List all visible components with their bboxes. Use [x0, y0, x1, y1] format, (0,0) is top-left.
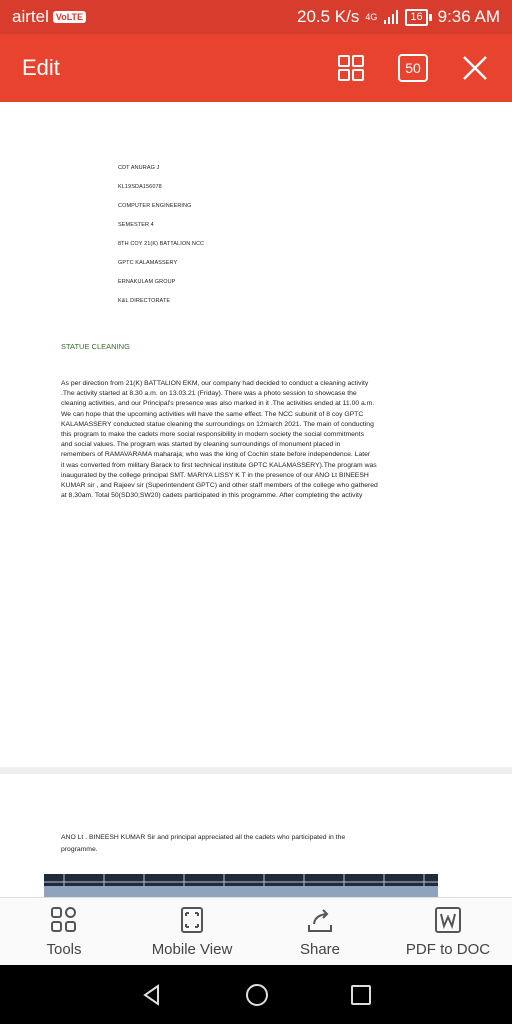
paragraph-line: cleaning activities, and our Principal's presence was also marked in it .The activities ended at 11.00 a.m.: [61, 400, 375, 408]
battery-icon: [405, 9, 431, 26]
paragraph-line: KALAMASSERY conducted statue cleaning the surroundings on 12march 2021. The main of conducting: [61, 420, 374, 428]
share-icon: [305, 905, 335, 935]
pdf-to-doc-label: PDF to DOC: [405, 941, 491, 958]
info-line: COMPUTER ENGINEERING: [118, 203, 192, 209]
page2-paragraph: [61, 832, 441, 856]
document-viewer[interactable]: [0, 102, 512, 897]
info-line: KL19SDA156078: [118, 184, 162, 190]
paragraph-line: and social values. The program was started by cleaning surroundings of monument placed in: [61, 441, 341, 449]
word-doc-icon: [433, 905, 463, 935]
mobile-view-label: Mobile View: [151, 941, 233, 958]
paragraph-line: KUMAR sir , and Rajeev sir (Superintendent GPTC) and other staff members of the college who gathered: [61, 482, 378, 490]
clock: 9:36 AM: [437, 7, 500, 26]
info-line: ERNAKULAM GROUP: [118, 279, 176, 285]
paragraph-line: remembers of RAMAVARAMA maharaja; who was the king of Cochin state before independence. Later: [61, 451, 371, 459]
paragraph-line: We can hope that the upcoming activities will have the same effect. The NCC subunit of 8 coy GPTC: [61, 410, 364, 418]
network-speed: 20.5 K/s: [296, 7, 360, 26]
back-icon[interactable]: [140, 983, 164, 1007]
share-label: Share: [299, 941, 341, 958]
carrier-name: airtel: [12, 7, 49, 26]
paragraph-line: programme.: [61, 846, 98, 853]
signal-icon: [383, 10, 399, 24]
mobile-view-icon: [177, 905, 207, 935]
app-bar: [0, 34, 512, 102]
paragraph-line: it was converted from military Barack to first technical institute GPTC KALAMASSERY).The program was: [61, 461, 377, 469]
grid-view-icon[interactable]: [336, 53, 366, 83]
mobile-view-tab[interactable]: [128, 898, 256, 965]
volte-badge: VoLTE: [53, 11, 86, 23]
paragraph-line: .The activity started at 8.30 a.m. on 13.03.21 (Friday). There was a photo session to showcase the: [61, 390, 357, 398]
info-line: SEMESTER 4: [118, 222, 154, 228]
body-paragraph: [61, 379, 455, 501]
bottom-toolbar: [0, 897, 512, 965]
paragraph-line: As per direction from 21(K) BATTALION EKM, our company had decided to conduct a cleaning activity: [61, 380, 369, 387]
pdf-to-doc-tab[interactable]: [384, 898, 512, 965]
edit-button[interactable]: Edit: [22, 55, 60, 80]
status-bar: [0, 0, 512, 34]
info-line: CDT ANURAG J: [118, 165, 160, 171]
section-heading: STATUE CLEANING: [61, 342, 130, 351]
network-type: 4G: [365, 11, 378, 22]
info-block: [118, 164, 204, 316]
paragraph-line: this program to make the cadets more social responsibility in modern society the social commitments: [61, 431, 364, 439]
info-line: 8TH COY 21(K) BATTALION NCC: [118, 241, 205, 247]
share-tab[interactable]: [256, 898, 384, 965]
home-icon[interactable]: [244, 982, 270, 1008]
paragraph-line: inaugurated by the college principal SMT. MARIYA LISSY K T in the presence of our ANO Lt BINEESH: [61, 471, 369, 479]
info-line: K&L DIRECTORATE: [118, 298, 171, 304]
pdf-page-2: [0, 774, 512, 897]
info-line: GPTC KALAMASSERY: [118, 260, 178, 266]
event-photo: [44, 874, 438, 897]
tools-tab[interactable]: [0, 898, 128, 965]
recents-icon[interactable]: [350, 984, 372, 1006]
close-icon[interactable]: [460, 53, 490, 83]
page-count-button[interactable]: 50: [398, 54, 428, 82]
battery-level: 16: [405, 9, 427, 26]
paragraph-line: ANO Lt . BINEESH KUMAR Sir and principal appreciated all the cadets who participated in the: [61, 834, 346, 841]
tools-label: Tools: [46, 941, 82, 958]
tools-icon: [49, 905, 79, 935]
system-nav-bar: [0, 965, 512, 1024]
paragraph-line: at 8.30am. Total 50(SD30;SW20) cadets participated in this programme. After completing the activity: [61, 492, 363, 500]
pdf-page-1: [0, 102, 512, 767]
